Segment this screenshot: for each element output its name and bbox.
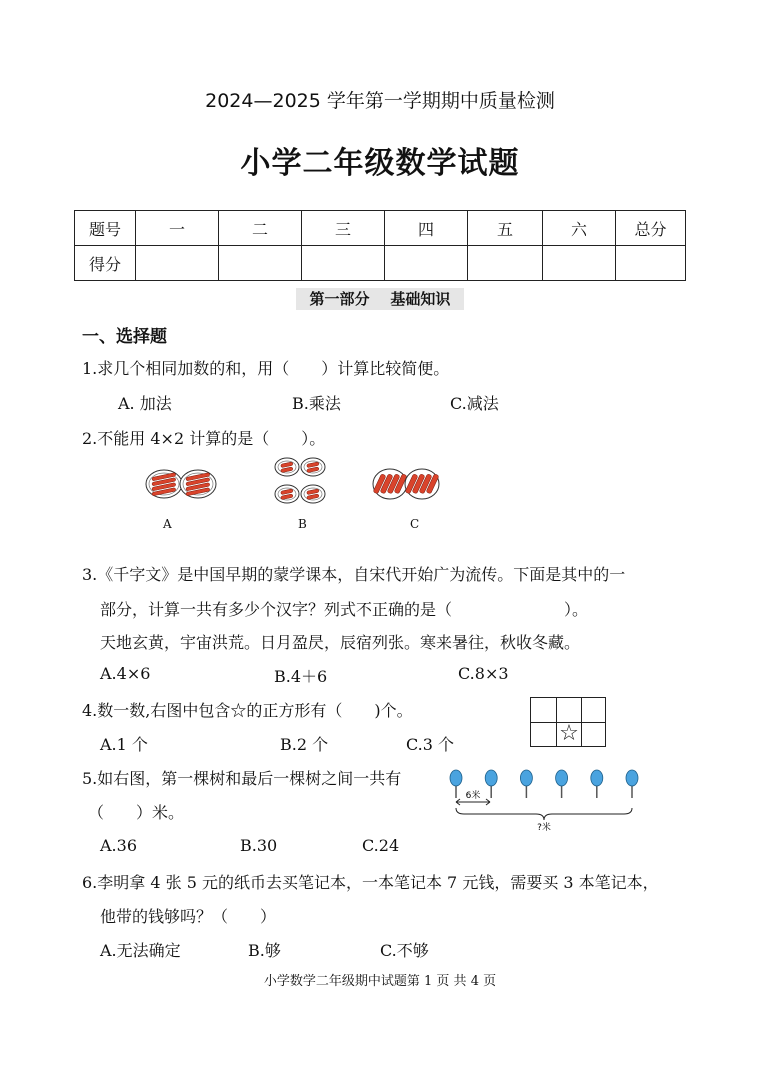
q5-option-a: A.36 (100, 836, 137, 855)
total-label: ?米 (537, 823, 551, 832)
section-heading: 一、选择题 (82, 327, 167, 347)
score-input-cell[interactable] (302, 246, 385, 281)
q2-option-a-label: A (163, 517, 172, 531)
gap-label: 6米 (465, 791, 481, 801)
score-input-cell[interactable] (543, 246, 616, 281)
table-cell: 一 (136, 211, 219, 246)
q5-option-b: B.30 (240, 836, 278, 855)
question-3-line1: 3.《千字文》是中国早期的蒙学课本，自宋代开始广为流传。下面是其中的一 (82, 565, 626, 584)
table-cell: 六 (543, 211, 616, 246)
q3-option-b: B.4＋6 (274, 667, 328, 686)
question-6-line2: 他带的钱够吗？（ ） (100, 907, 277, 926)
plate (301, 485, 325, 503)
plate (275, 458, 299, 476)
table-cell: 二 (219, 211, 302, 246)
q6-option-b: B.够 (248, 941, 281, 960)
score-table-score-row (75, 246, 686, 281)
q1-option-c: C.减法 (450, 394, 499, 413)
part-title: 第一部分 基础知识 (296, 288, 464, 310)
q6-option-c: C.不够 (380, 941, 429, 960)
grid-of-squares-figure (530, 697, 606, 747)
table-cell: 三 (302, 211, 385, 246)
q6-option-a: A.无法确定 (100, 941, 181, 960)
q4-option-c: C.3 个 (406, 735, 455, 754)
exam-title: 小学二年级数学试题 (240, 146, 520, 181)
score-table-header-row (75, 211, 686, 246)
exam-subtitle: 2024—2025 学年第一学期期中质量检测 (205, 90, 555, 112)
q2-option-c-label: C (410, 517, 420, 531)
q3-option-c: C.8×3 (458, 664, 509, 683)
table-cell: 五 (468, 211, 543, 246)
score-input-cell[interactable] (616, 246, 686, 281)
question-2: 2.不能用 4×2 计算的是（ ）。 (82, 429, 326, 448)
question-3-poem: 天地玄黄，宇宙洪荒。日月盈昃，辰宿列张。寒来暑往，秋收冬藏。 (100, 633, 581, 652)
total-brace (456, 808, 632, 820)
q1-option-a: A. 加法 (118, 394, 172, 413)
q4-option-a: A.1 个 (100, 735, 148, 754)
tree-icon (450, 770, 462, 798)
table-cell: 四 (385, 211, 468, 246)
tree-icon (591, 770, 603, 798)
plate (301, 458, 325, 476)
plate (275, 485, 299, 503)
star-icon: ☆ (559, 721, 579, 746)
plate (146, 470, 182, 498)
question-3-line2: 部分，计算一共有多少个汉字？列式不正确的是（ ）。 (100, 600, 589, 619)
q4-option-b: B.2 个 (280, 735, 329, 754)
q2-option-b-label: B (298, 517, 307, 531)
sausage-plates-figure (140, 455, 450, 513)
tree-icon (520, 770, 532, 798)
question-4: 4.数一数,右图中包含☆的正方形有（ )个。 (82, 701, 413, 720)
plate (373, 469, 407, 499)
question-5-line1: 5.如右图，第一棵树和最后一棵树之间一共有 (82, 769, 402, 788)
score-input-cell[interactable] (385, 246, 468, 281)
score-input-cell[interactable] (136, 246, 219, 281)
score-table (74, 210, 686, 281)
question-5-line2: （ ）米。 (88, 803, 185, 822)
score-input-cell[interactable] (468, 246, 543, 281)
question-6-line1: 6.李明拿 4 张 5 元的纸币去买笔记本，一本笔记本 7 元钱，需要买 3 本笔记本， (82, 873, 659, 892)
q3-option-a: A.4×6 (100, 664, 151, 683)
page-footer: 小学数学二年级期中试题第 1 页 共 4 页 (263, 974, 497, 989)
tree-icon (485, 770, 497, 798)
score-input-cell[interactable] (219, 246, 302, 281)
plate (180, 470, 216, 498)
q5-option-c: C.24 (362, 836, 400, 855)
table-cell: 总分 (616, 211, 686, 246)
q1-option-b: B.乘法 (292, 394, 341, 413)
plate (405, 469, 439, 499)
table-cell: 题号 (75, 211, 136, 246)
tree-icon (626, 770, 638, 798)
tree-row-figure (444, 768, 644, 832)
tree-icon (556, 770, 568, 798)
table-cell: 得分 (75, 246, 136, 281)
question-1: 1.求几个相同加数的和，用（ ）计算比较简便。 (82, 359, 450, 378)
